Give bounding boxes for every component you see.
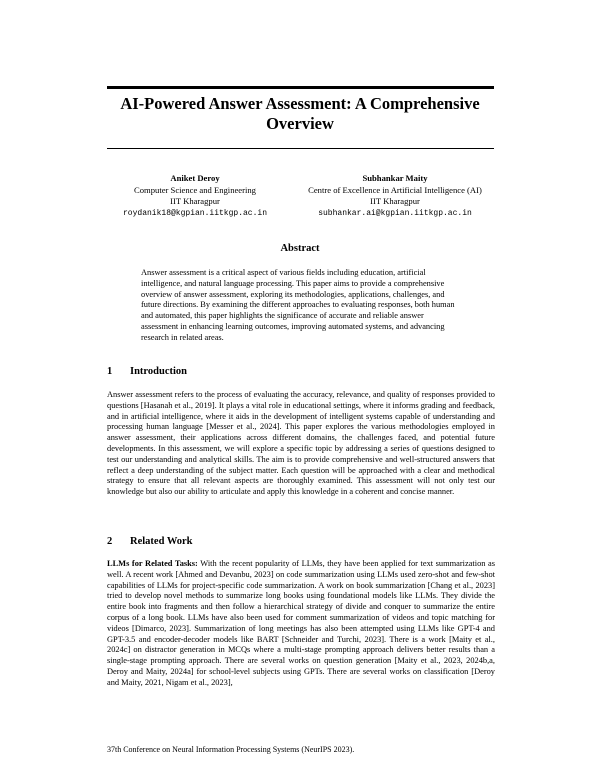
author-email: subhankar.ai@kgpian.iitkgp.ac.in (318, 208, 472, 218)
author-affiliation: Centre of Excellence in Artificial Intelligence (AI) (308, 184, 482, 195)
section-title: Related Work (130, 536, 193, 547)
abstract-heading: Abstract (280, 243, 320, 254)
section-number: 2 (107, 536, 113, 547)
title-top-rule (107, 86, 494, 89)
title-bottom-rule (107, 148, 494, 149)
author-name: Aniket Deroy (170, 173, 220, 183)
paper-title: AI-Powered Answer Assessment: A Comprehensive Overview (120, 94, 480, 133)
section-title: Introduction (130, 366, 187, 377)
related-work-paragraph (107, 559, 495, 689)
conference-footer: 37th Conference on Neural Information Processing Systems (NeurIPS 2023). (107, 745, 355, 754)
introduction-paragraph: Answer assessment refers to the process of evaluating the accuracy, relevance, and quality of responses provided to questions [Hasanah et al., 2019]. It plays a vital role in educational settings, where it informs grading and feedback, and in artificial intelligence, where it aids in the development of intelligent systems capable of understanding and processing human language [Messer et al., 2024]. This paper explores the various methodologies employed in answer assessment, their applications across different domains, the challenges faced, and potential future developments. In this assessment, we will explore a specific topic by addressing a series of questions designed to test our understanding and analytical skills. The aim is to provide comprehensive and well-structured answers that reflect a deep understanding of the subject matter. Each question will be approached with a clear and methodical strategy to ensure that all relevant aspects are thoroughly examined. This assessment will not only test our knowledge but also our ability to articulate and apply this knowledge in a coherent and concise manner. (107, 390, 495, 497)
section-heading-related-work (107, 536, 193, 547)
abstract-text: Answer assessment is a critical aspect of various fields including education, artificial intelligence, and natural language processing. This paper aims to provide a comprehensive overview of answer assessment, exploring its methodologies, applications, challenges, and future directions. By examining the different approaches to evaluating responses, both human and automated, this paper highlights the significance of accurate and reliable answer assessment in enhancing learning outcomes, improving automated systems, and advancing research in related areas. (141, 268, 455, 342)
author-institution: IIT Kharagpur (170, 196, 220, 206)
author-affiliation: Computer Science and Engineering (134, 184, 256, 195)
author-block-2 (280, 173, 510, 219)
paragraph-lead: LLMs for Related Tasks: (107, 559, 198, 568)
author-block-1 (105, 173, 285, 219)
section-number: 1 (107, 366, 113, 377)
author-email: roydanik18@kgpian.iitkgp.ac.in (122, 208, 268, 218)
paragraph-body: With the recent popularity of LLMs, they have been applied for text summarization as well. A recent work [Ahmed and Devanbu, 2023] on code summarization using LLMs used zero-shot and few-shot capabilities of LLMs for project-specific code summarization. A work on book summarization [Chang et al., 2023] tried to develop novel methods to summarize long books using foundational models like LLMs. They divide the entire book into fragments and then follow a hierarchical strategy of divide and conquer to summarize the entire corpus of a long book. LLMs have also been used for comment summarization of videos and topic matching for videos [Dimarco, 2023]. Summarization of long meetings has also been attempted using LLMs like GPT-4 and GPT-3.5 and encoder-decoder models like BART [Schneider and Turchi, 2023]. There is a work [Maity et al., 2024c] on distractor generation in MCQs where a multi-stage prompting approach delivers better results than a single-stage prompting approach. There are several works on question generation [Maity et al., 2023, 2024b,a, Deroy and Maity, 2024a] for school-level subjects using GPTs. There are several works on classification [Deroy and Maity, 2021, Nigam et al., 2023], (107, 559, 495, 687)
author-institution: IIT Kharagpur (370, 196, 420, 206)
author-name: Subhankar Maity (362, 173, 428, 183)
section-heading-introduction (107, 366, 187, 377)
